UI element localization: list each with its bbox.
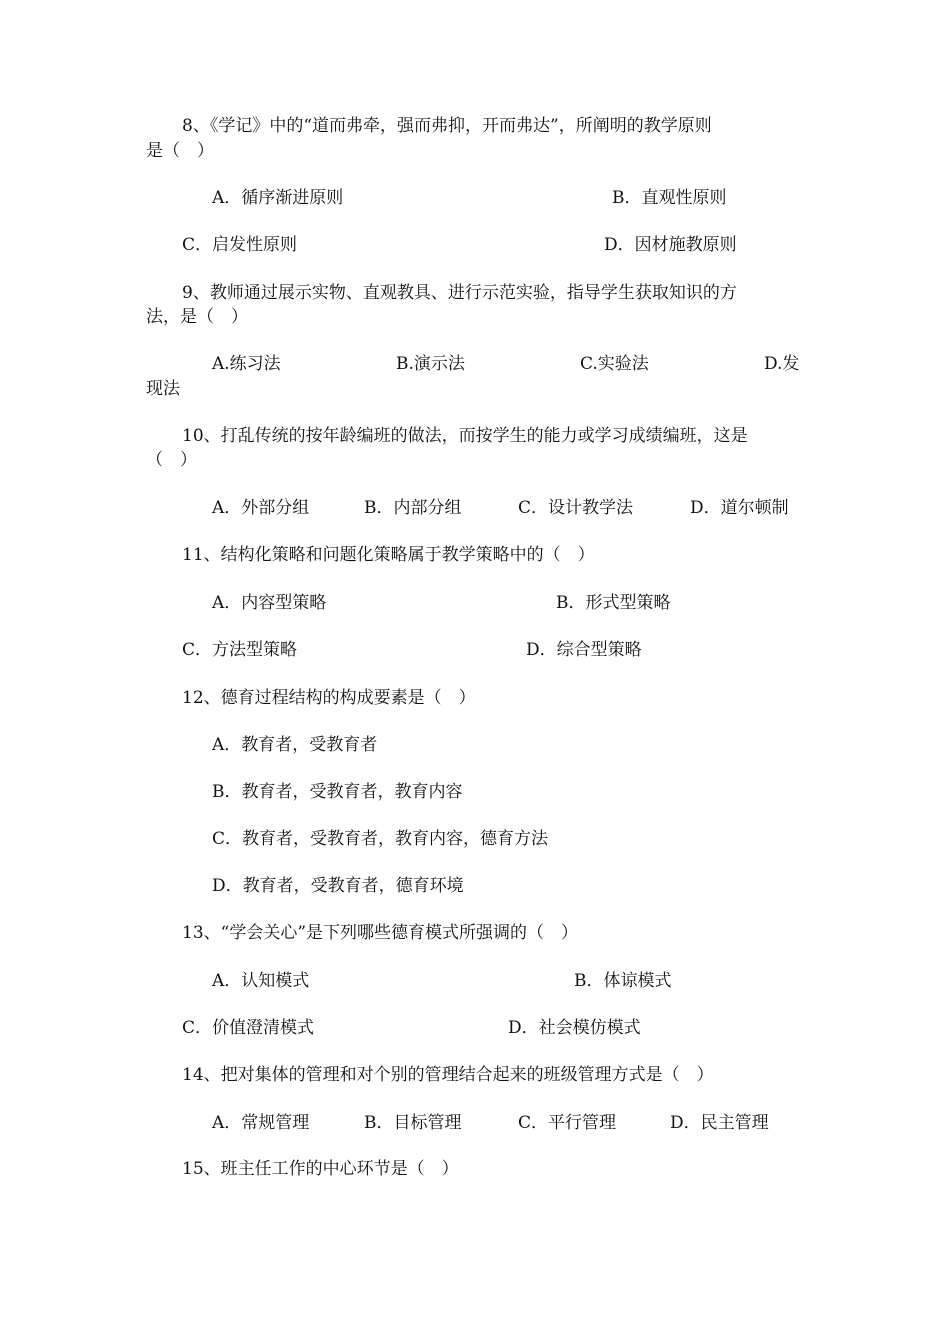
- question-15-stem: 15、班主任工作的中心环节是（ ）: [182, 1159, 459, 1179]
- question-12-option-a: A．教育者，受教育者: [212, 735, 378, 755]
- question-12-option-b: B．教育者，受教育者，教育内容: [212, 782, 463, 802]
- question-9-stem-cont: 法，是（ ）: [146, 307, 248, 327]
- question-8-option-c: C．启发性原则: [182, 235, 298, 255]
- question-13-option-b: B．体谅模式: [574, 971, 672, 991]
- question-11-option-a: A．内容型策略: [212, 593, 327, 613]
- question-10-option-a: A．外部分组: [212, 498, 310, 518]
- question-12-option-c: C．教育者，受教育者，教育内容，德育方法: [212, 829, 549, 849]
- question-8-option-d: D．因材施教原则: [604, 235, 737, 255]
- question-13-option-d: D．社会模仿模式: [508, 1018, 641, 1038]
- question-9-option-d: D.发: [764, 354, 800, 374]
- question-11-option-b: B．形式型策略: [556, 593, 671, 613]
- question-8-stem: 8、《学记》中的“道而弗牵，强而弗抑，开而弗达”，所阐明的教学原则: [182, 116, 712, 136]
- question-13-option-c: C．价值澄清模式: [182, 1018, 315, 1038]
- question-8-option-b: B．直观性原则: [612, 188, 727, 208]
- question-11-option-d: D．综合型策略: [526, 640, 642, 660]
- question-10-stem: 10、打乱传统的按年龄编班的做法，而按学生的能力或学习成绩编班，这是: [182, 426, 748, 446]
- question-13-stem: 13、“学会关心”是下列哪些德育模式所强调的（ ）: [182, 923, 579, 943]
- question-13-option-a: A．认知模式: [212, 971, 310, 991]
- question-11-option-c: C．方法型策略: [182, 640, 298, 660]
- question-10-option-c: C．设计教学法: [518, 498, 634, 518]
- question-9-option-d-cont: 现法: [146, 379, 180, 399]
- question-14-stem: 14、把对集体的管理和对个别的管理结合起来的班级管理方式是（ ）: [182, 1065, 714, 1085]
- question-9-option-b: B.演示法: [396, 354, 465, 374]
- question-12-option-d: D．教育者，受教育者，德育环境: [212, 876, 464, 896]
- question-8-option-a: A．循序渐进原则: [212, 188, 344, 208]
- question-10-option-b: B．内部分组: [364, 498, 462, 518]
- question-9-stem: 9、教师通过展示实物、直观教具、进行示范实验，指导学生获取知识的方: [182, 283, 737, 303]
- question-8-stem-cont: 是（ ）: [146, 141, 214, 161]
- question-12-stem: 12、德育过程结构的构成要素是（ ）: [182, 688, 476, 708]
- question-14-option-d: D．民主管理: [670, 1113, 769, 1133]
- question-9-option-a: A.练习法: [212, 354, 281, 374]
- question-14-option-b: B．目标管理: [364, 1113, 462, 1133]
- question-14-option-c: C．平行管理: [518, 1113, 617, 1133]
- question-10-stem-cont: （ ）: [146, 450, 197, 470]
- question-11-stem: 11、结构化策略和问题化策略属于教学策略中的（ ）: [182, 545, 595, 565]
- question-14-option-a: A．常规管理: [212, 1113, 310, 1133]
- question-10-option-d: D．道尔顿制: [690, 498, 789, 518]
- question-9-option-c: C.实验法: [580, 354, 649, 374]
